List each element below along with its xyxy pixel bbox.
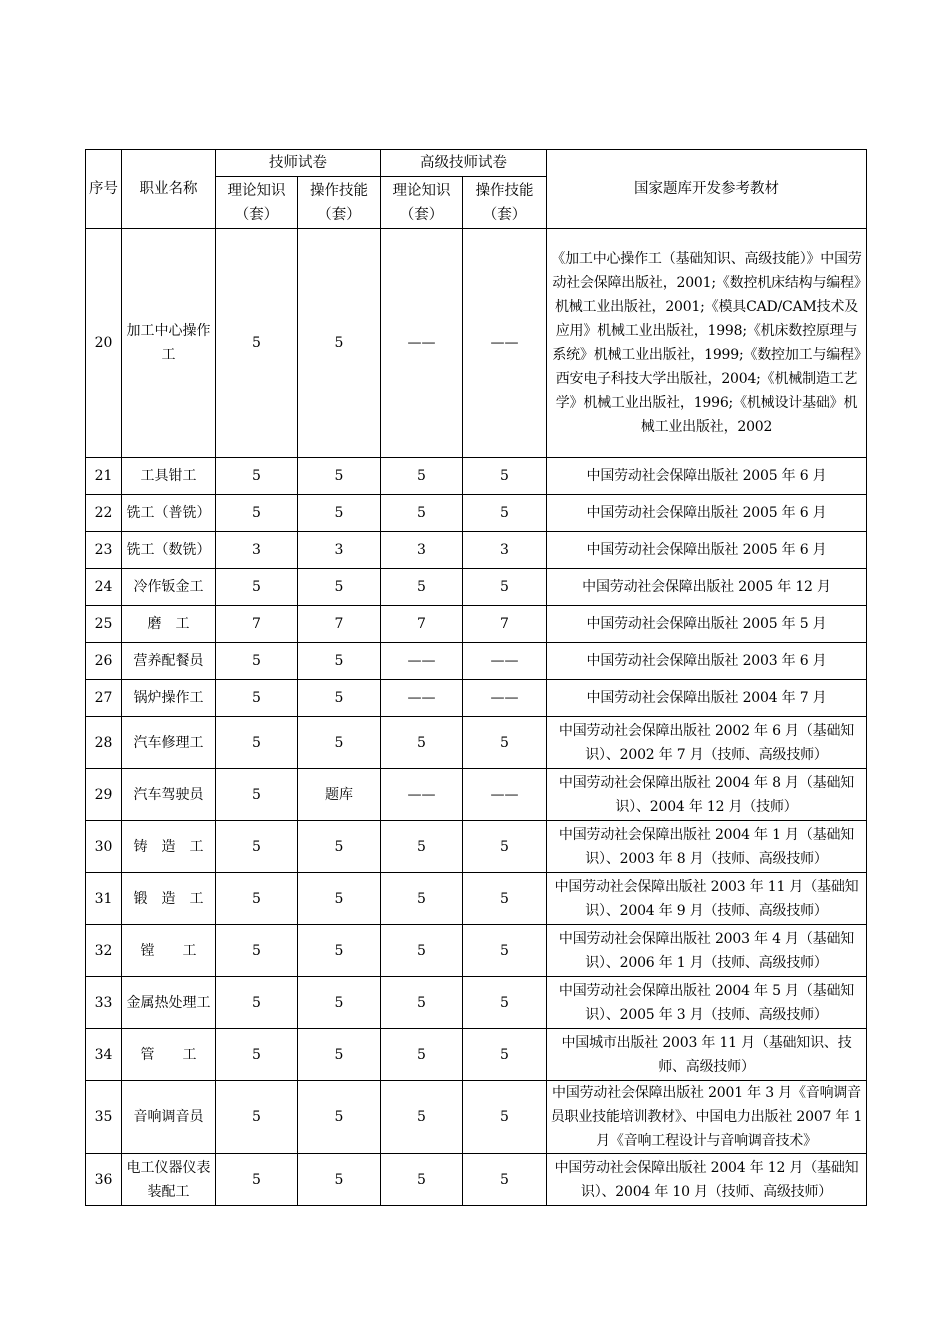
header-theory <box>216 177 298 229</box>
row-tech-theory: 5 <box>216 1029 298 1081</box>
row-occupation: 汽车驾驶员 <box>122 769 216 821</box>
row-textbooks: 中国劳动社会保障出版社 2004 年 8 月（基础知识）、2004 年 12 月（技师） <box>547 769 867 821</box>
row-senior-theory: —— <box>381 680 463 717</box>
header-unit: （套） <box>482 206 527 223</box>
row-senior-theory: 7 <box>381 606 463 643</box>
table-row <box>86 1154 867 1206</box>
row-textbooks: 中国劳动社会保障出版社 2005 年 12 月 <box>547 569 867 606</box>
row-senior-skill: 5 <box>463 1029 547 1081</box>
table-row <box>86 606 867 643</box>
table-row <box>86 569 867 606</box>
row-senior-skill: —— <box>463 643 547 680</box>
row-occupation: 加工中心操作工 <box>122 229 216 458</box>
row-index: 29 <box>86 769 122 821</box>
row-index: 22 <box>86 495 122 532</box>
row-index: 34 <box>86 1029 122 1081</box>
header-skill <box>463 177 547 229</box>
row-occupation: 锻 造 工 <box>122 873 216 925</box>
row-occupation: 管 工 <box>122 1029 216 1081</box>
row-index: 21 <box>86 458 122 495</box>
row-tech-skill: 3 <box>298 532 381 569</box>
row-textbooks: 《加工中心操作工（基础知识、高级技能）》中国劳动社会保障出版社，2001;《数控机床结构与编程》机械工业出版社，2001;《模具CAD/CAM技术及应用》机械工业出版社，1998;《机床数控原理与系统》机械工业出版社，1999;《数控加工与编程》西安电子科技大学出版社，2004;《机械制造工艺学》机械工业出版社，1996;《机械设计基础》机械工业出版社，2002 <box>547 229 867 458</box>
row-senior-theory: 5 <box>381 458 463 495</box>
row-senior-theory: —— <box>381 769 463 821</box>
row-tech-theory: 5 <box>216 873 298 925</box>
row-tech-theory: 5 <box>216 1081 298 1154</box>
row-index: 23 <box>86 532 122 569</box>
table-row <box>86 458 867 495</box>
table-row <box>86 229 867 458</box>
header-index: 序号 <box>86 150 122 229</box>
row-textbooks: 中国劳动社会保障出版社 2005 年 6 月 <box>547 495 867 532</box>
row-senior-skill: 5 <box>463 458 547 495</box>
row-senior-skill: 5 <box>463 977 547 1029</box>
row-occupation: 音响调音员 <box>122 1081 216 1154</box>
row-textbooks: 中国劳动社会保障出版社 2004 年 7 月 <box>547 680 867 717</box>
header-occupation: 职业名称 <box>122 150 216 229</box>
table-row <box>86 1081 867 1154</box>
row-tech-skill: 5 <box>298 873 381 925</box>
row-senior-theory: 5 <box>381 717 463 769</box>
row-textbooks: 中国劳动社会保障出版社 2001 年 3 月《音响调音员职业技能培训教材》、中国电力出版社 2007 年 1 月《音响工程设计与音响调音技术》 <box>547 1081 867 1154</box>
row-tech-skill: 7 <box>298 606 381 643</box>
row-occupation: 铣工（数铣） <box>122 532 216 569</box>
table-row <box>86 643 867 680</box>
header-unit: （套） <box>234 206 279 223</box>
header-technician-paper: 技师试卷 <box>216 150 381 177</box>
row-senior-theory: 5 <box>381 925 463 977</box>
row-tech-theory: 5 <box>216 495 298 532</box>
row-tech-skill: 5 <box>298 821 381 873</box>
row-senior-theory: —— <box>381 643 463 680</box>
row-tech-skill: 5 <box>298 495 381 532</box>
table-row <box>86 1029 867 1081</box>
row-index: 36 <box>86 1154 122 1206</box>
row-tech-skill: 5 <box>298 680 381 717</box>
header-unit: （套） <box>399 206 444 223</box>
row-tech-theory: 7 <box>216 606 298 643</box>
row-senior-theory: 5 <box>381 1154 463 1206</box>
row-senior-skill: 7 <box>463 606 547 643</box>
row-senior-theory: 5 <box>381 977 463 1029</box>
row-occupation: 营养配餐员 <box>122 643 216 680</box>
row-textbooks: 中国劳动社会保障出版社 2003 年 4 月（基础知识）、2006 年 1 月（技师、高级技师） <box>547 925 867 977</box>
row-senior-skill: 5 <box>463 873 547 925</box>
row-occupation: 镗 工 <box>122 925 216 977</box>
table-row <box>86 977 867 1029</box>
row-occupation: 锅炉操作工 <box>122 680 216 717</box>
row-tech-theory: 5 <box>216 977 298 1029</box>
row-tech-skill: 5 <box>298 1081 381 1154</box>
row-tech-theory: 5 <box>216 680 298 717</box>
row-textbooks: 中国劳动社会保障出版社 2005 年 6 月 <box>547 532 867 569</box>
row-tech-skill: 5 <box>298 643 381 680</box>
row-senior-skill: 5 <box>463 821 547 873</box>
row-textbooks: 中国劳动社会保障出版社 2004 年 12 月（基础知识）、2004 年 10 月（技师、高级技师） <box>547 1154 867 1206</box>
row-tech-theory: 5 <box>216 769 298 821</box>
header-theory <box>381 177 463 229</box>
row-senior-skill: —— <box>463 769 547 821</box>
row-occupation: 铸 造 工 <box>122 821 216 873</box>
row-index: 35 <box>86 1081 122 1154</box>
header-theory-label: 理论知识 <box>392 182 451 199</box>
row-tech-theory: 5 <box>216 717 298 769</box>
row-tech-theory: 5 <box>216 821 298 873</box>
row-occupation: 工具钳工 <box>122 458 216 495</box>
row-textbooks: 中国劳动社会保障出版社 2002 年 6 月（基础知识）、2002 年 7 月（技师、高级技师） <box>547 717 867 769</box>
row-index: 25 <box>86 606 122 643</box>
row-index: 30 <box>86 821 122 873</box>
table-row <box>86 680 867 717</box>
header-skill-label: 操作技能 <box>310 182 368 199</box>
row-textbooks: 中国城市出版社 2003 年 11 月（基础知识、技师、高级技师） <box>547 1029 867 1081</box>
row-tech-theory: 5 <box>216 229 298 458</box>
row-tech-skill: 5 <box>298 717 381 769</box>
header-skill <box>298 177 381 229</box>
row-tech-skill: 5 <box>298 458 381 495</box>
row-occupation: 铣工（普铣） <box>122 495 216 532</box>
row-index: 27 <box>86 680 122 717</box>
row-tech-skill: 5 <box>298 1154 381 1206</box>
row-senior-skill: —— <box>463 680 547 717</box>
row-textbooks: 中国劳动社会保障出版社 2003 年 11 月（基础知识）、2004 年 9 月（技师、高级技师） <box>547 873 867 925</box>
row-tech-theory: 5 <box>216 1154 298 1206</box>
row-senior-theory: 5 <box>381 821 463 873</box>
header-unit: （套） <box>317 206 361 223</box>
row-senior-theory: —— <box>381 229 463 458</box>
row-senior-theory: 5 <box>381 1029 463 1081</box>
table-row <box>86 821 867 873</box>
row-senior-skill: 5 <box>463 1154 547 1206</box>
table-row <box>86 495 867 532</box>
table-row <box>86 769 867 821</box>
row-textbooks: 中国劳动社会保障出版社 2003 年 6 月 <box>547 643 867 680</box>
row-senior-theory: 3 <box>381 532 463 569</box>
row-tech-theory: 3 <box>216 532 298 569</box>
header-theory-label: 理论知识 <box>227 182 286 199</box>
row-index: 32 <box>86 925 122 977</box>
row-occupation: 汽车修理工 <box>122 717 216 769</box>
row-senior-theory: 5 <box>381 873 463 925</box>
row-index: 33 <box>86 977 122 1029</box>
header-skill-label: 操作技能 <box>475 182 534 199</box>
table-row <box>86 717 867 769</box>
table-row <box>86 925 867 977</box>
question-bank-table <box>85 149 867 1206</box>
row-tech-skill: 5 <box>298 1029 381 1081</box>
row-tech-theory: 5 <box>216 569 298 606</box>
row-textbooks: 中国劳动社会保障出版社 2004 年 1 月（基础知识）、2003 年 8 月（技师、高级技师） <box>547 821 867 873</box>
row-senior-theory: 5 <box>381 569 463 606</box>
row-textbooks: 中国劳动社会保障出版社 2005 年 5 月 <box>547 606 867 643</box>
table-header <box>86 150 867 229</box>
row-occupation: 电工仪器仪表装配工 <box>122 1154 216 1206</box>
row-index: 28 <box>86 717 122 769</box>
row-tech-theory: 5 <box>216 925 298 977</box>
row-index: 20 <box>86 229 122 458</box>
row-occupation: 冷作钣金工 <box>122 569 216 606</box>
row-tech-skill: 题库 <box>298 769 381 821</box>
row-senior-skill: 5 <box>463 495 547 532</box>
row-textbooks: 中国劳动社会保障出版社 2005 年 6 月 <box>547 458 867 495</box>
row-tech-skill: 5 <box>298 977 381 1029</box>
row-tech-skill: 5 <box>298 569 381 606</box>
row-index: 31 <box>86 873 122 925</box>
row-senior-skill: —— <box>463 229 547 458</box>
row-tech-theory: 5 <box>216 643 298 680</box>
table-row <box>86 532 867 569</box>
row-tech-theory: 5 <box>216 458 298 495</box>
row-occupation: 磨 工 <box>122 606 216 643</box>
row-senior-skill: 5 <box>463 717 547 769</box>
row-senior-skill: 5 <box>463 569 547 606</box>
row-textbooks: 中国劳动社会保障出版社 2004 年 5 月（基础知识）、2005 年 3 月（技师、高级技师） <box>547 977 867 1029</box>
row-occupation: 金属热处理工 <box>122 977 216 1029</box>
row-senior-skill: 5 <box>463 1081 547 1154</box>
header-textbooks: 国家题库开发参考教材 <box>547 150 867 229</box>
row-index: 26 <box>86 643 122 680</box>
row-senior-theory: 5 <box>381 1081 463 1154</box>
table-body <box>86 229 867 1206</box>
row-tech-skill: 5 <box>298 925 381 977</box>
row-index: 24 <box>86 569 122 606</box>
row-senior-skill: 5 <box>463 925 547 977</box>
row-tech-skill: 5 <box>298 229 381 458</box>
row-senior-theory: 5 <box>381 495 463 532</box>
row-senior-skill: 3 <box>463 532 547 569</box>
header-senior-paper: 高级技师试卷 <box>381 150 547 177</box>
table-row <box>86 873 867 925</box>
